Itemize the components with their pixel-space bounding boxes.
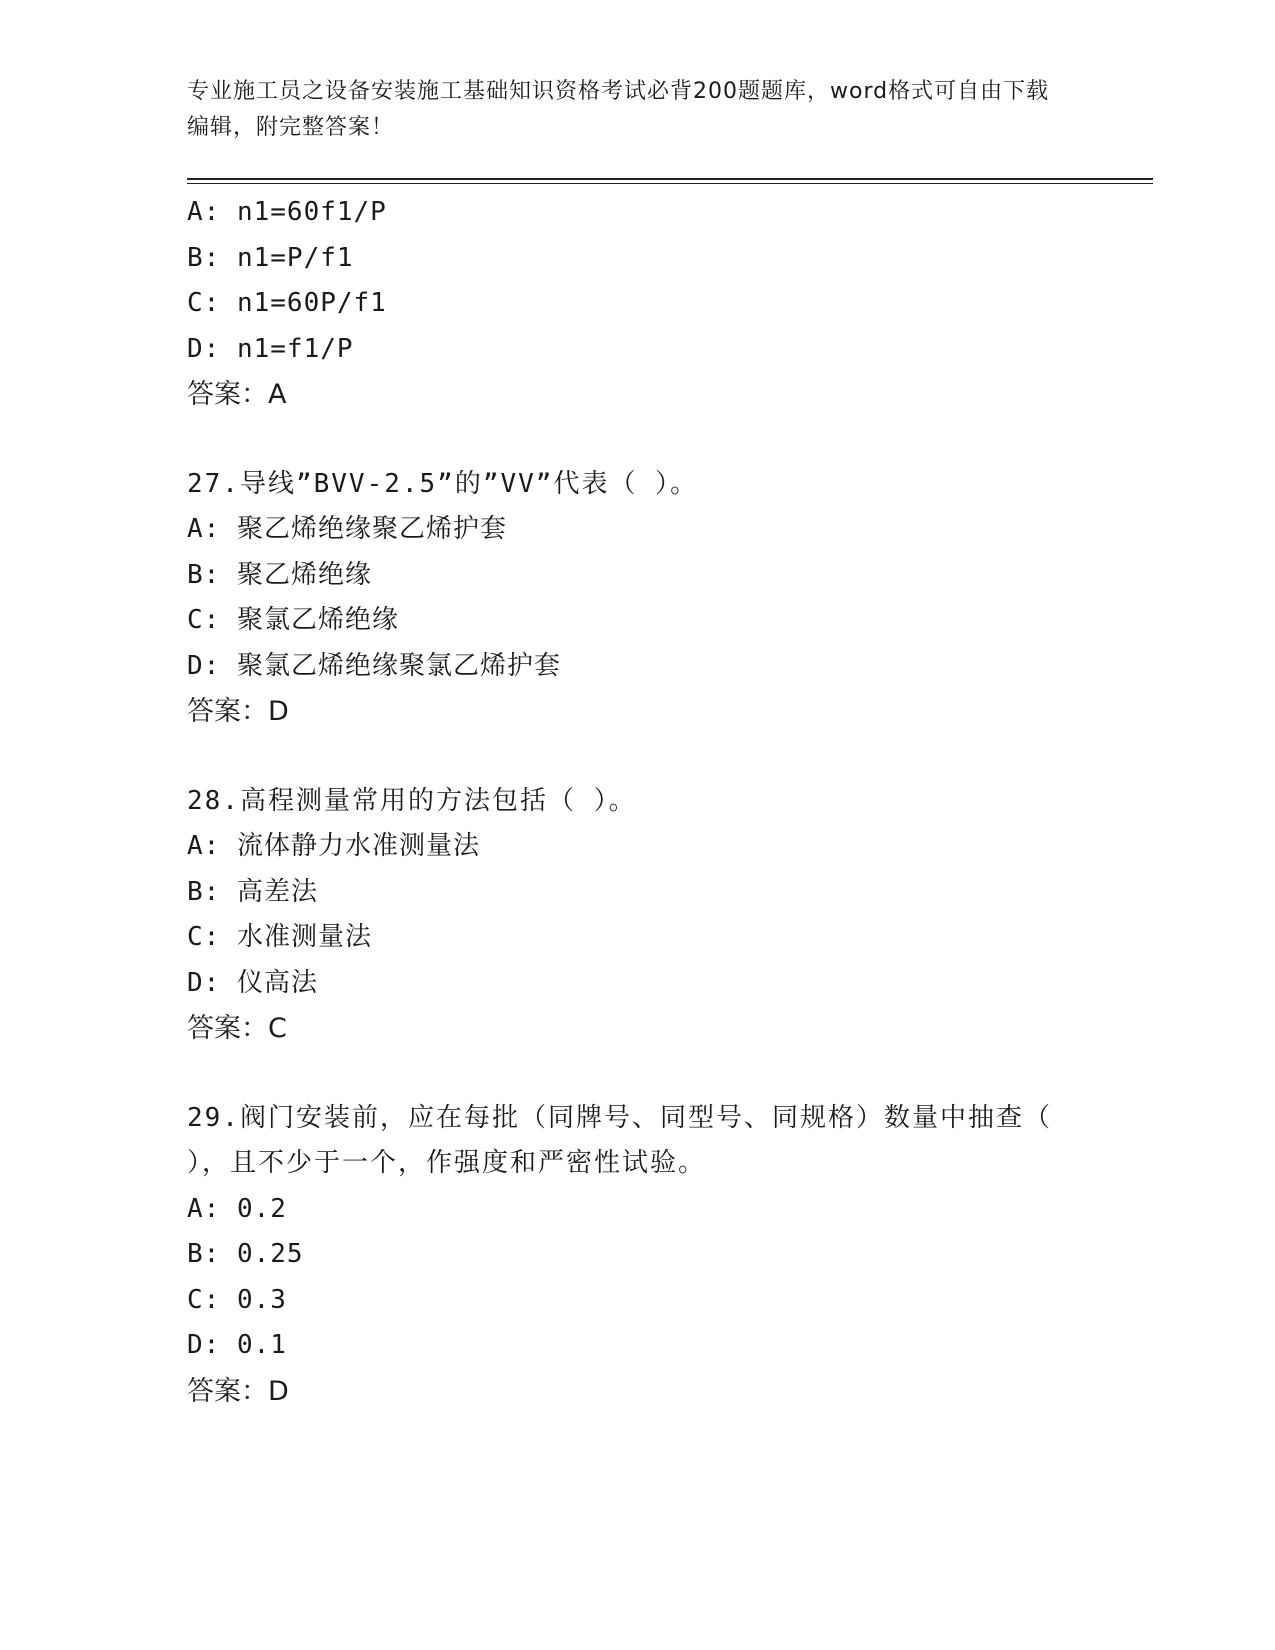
question-list <box>187 190 1087 1414</box>
option-a: A: 0.2 <box>187 1193 287 1224</box>
question-block-28 <box>187 779 1087 1052</box>
option-d: D: 0.1 <box>187 1330 287 1360</box>
header-rule-thin <box>187 183 1153 184</box>
question-block-29 <box>187 1096 1087 1415</box>
option-a: A: 聚乙烯绝缘聚乙烯护套 <box>187 514 507 544</box>
option-b: B: 高差法 <box>187 876 318 907</box>
option-d: D: n1=f1/P <box>187 333 354 364</box>
option-d: D: 聚氯乙烯绝缘聚氯乙烯护套 <box>187 650 561 681</box>
question-block-26 <box>187 190 1087 418</box>
question-text-line-2: ），且不少于一个，作强度和严密性试验。 <box>187 1148 707 1178</box>
answer: 答案：C <box>187 1013 287 1044</box>
answer: 答案：A <box>187 379 287 410</box>
question-text: 27.导线”BVV-2.5”的”VV”代表（ ）。 <box>187 468 699 499</box>
option-c: C: 0.3 <box>187 1284 287 1315</box>
option-b: B: 聚乙烯绝缘 <box>187 559 372 590</box>
option-a: A: 流体静力水准测量法 <box>187 831 480 861</box>
header-rule <box>187 178 1153 180</box>
option-a: A: n1=60f1/P <box>187 197 387 227</box>
option-d: D: 仪高法 <box>187 967 318 998</box>
document-header <box>187 74 1067 146</box>
option-b: B: n1=P/f1 <box>187 242 354 273</box>
option-c: C: 水准测量法 <box>187 922 372 952</box>
option-c: C: n1=60P/f1 <box>187 288 387 318</box>
answer: 答案：D <box>187 696 289 727</box>
answer: 答案：D <box>187 1375 289 1407</box>
option-b: B: 0.25 <box>187 1239 304 1269</box>
option-c: C: 聚氯乙烯绝缘 <box>187 605 399 635</box>
question-block-27 <box>187 462 1087 735</box>
question-text: 28.高程测量常用的方法包括（ ）。 <box>187 785 637 816</box>
question-text-line-1: 29.阀门安装前，应在每批（同牌号、同型号、同规格）数量中抽查（ <box>187 1102 1052 1133</box>
header-title: 专业施工员之设备安装施工基础知识资格考试必背200题题库，word格式可自由下载编辑，附完整答案！ <box>187 79 1050 140</box>
